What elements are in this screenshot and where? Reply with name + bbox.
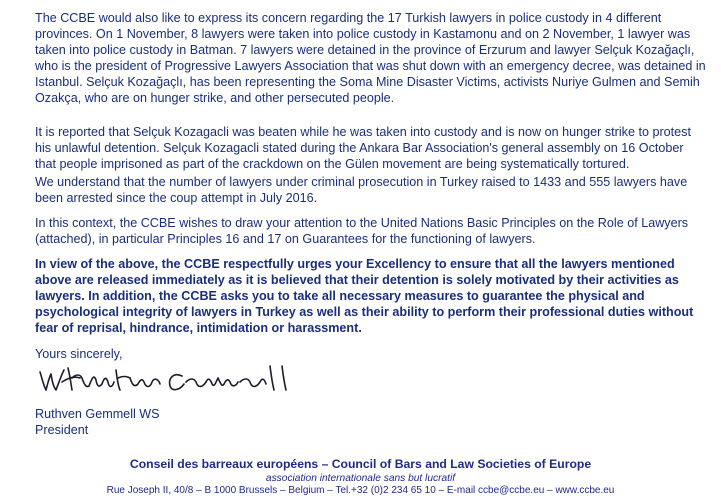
- footer-address: Rue Joseph II, 40/8 – B 1000 Brussels – Belgium – Tel.+32 (0)2 234 65 10 – E-mail ccbe@ccbe.eu – www.ccbe.eu: [106, 485, 615, 496]
- paragraph-custody-concern: The CCBE would also like to express its concern regarding the 17 Turkish lawyers in police custody in 4 different provinces. On 1 November, 8 lawyers were taken into police custody in Kastamonu and on 2 November, 1 lawyer was taken into police custody in Batman. 7 lawyers were detained in the province of Erzurum and lawyer Selçuk Kozağaçlı, who is the president of Progressive Lawyers Association that was shut down with an emergency decree, was detained in Istanbul. Selçuk Kozağaçlı, has been representing the Soma Mine Disaster Victims, activists Nuriye Gulmen and Semih Ozakça, who are on hunger strike, and other persecuted people.: [35, 11, 706, 105]
- paragraph-beaten-hunger-strike: It is reported that Selçuk Kozagacli was beaten while he was taken into custody and is now on hunger strike to protest his unlawful detention. Selçuk Kozagacli stated during the Ankara Bar Association's general assembly on 16 October that people imprisoned as part of the crackdown on the Gülen movement are being systematically tortured.: [35, 125, 691, 171]
- paragraph-un-principles: In this context, the CCBE wishes to draw your attention to the United Nations Basic Principles on the Role of Lawyers (attached), in particular Principles 16 and 17 on Guarantees for the functioning of lawyers.: [35, 216, 689, 246]
- paragraph-urgent-request: In view of the above, the CCBE respectfully urges your Excellency to ensure that all the lawyers mentioned above are released immediately as it is believed that their detention is solely motivated by their activities as lawyers. In addition, the CCBE asks you to take all necessary measures to guarantee the physical and psychological integrity of lawyers in Turkey as well as their ability to perform their professional duties without fear of reprisal, hindrance, intimidation or harassment.: [35, 257, 694, 335]
- signatory-title: President: [35, 423, 89, 437]
- footer-tagline: association internationale sans but lucratif: [265, 473, 456, 484]
- closing-salutation: Yours sincerely,: [35, 347, 123, 361]
- paragraph-prosecution-numbers: We understand that the number of lawyers under criminal prosecution in Turkey raised to 1433 and 555 lawyers have been arrested since the coup attempt in July 2016.: [35, 175, 688, 205]
- handwritten-signature: [34, 360, 304, 396]
- signatory-name: Ruthven Gemmell WS: [35, 407, 160, 421]
- footer-organization-title: Conseil des barreaux européens – Council of Bars and Law Societies of Europe: [129, 457, 592, 471]
